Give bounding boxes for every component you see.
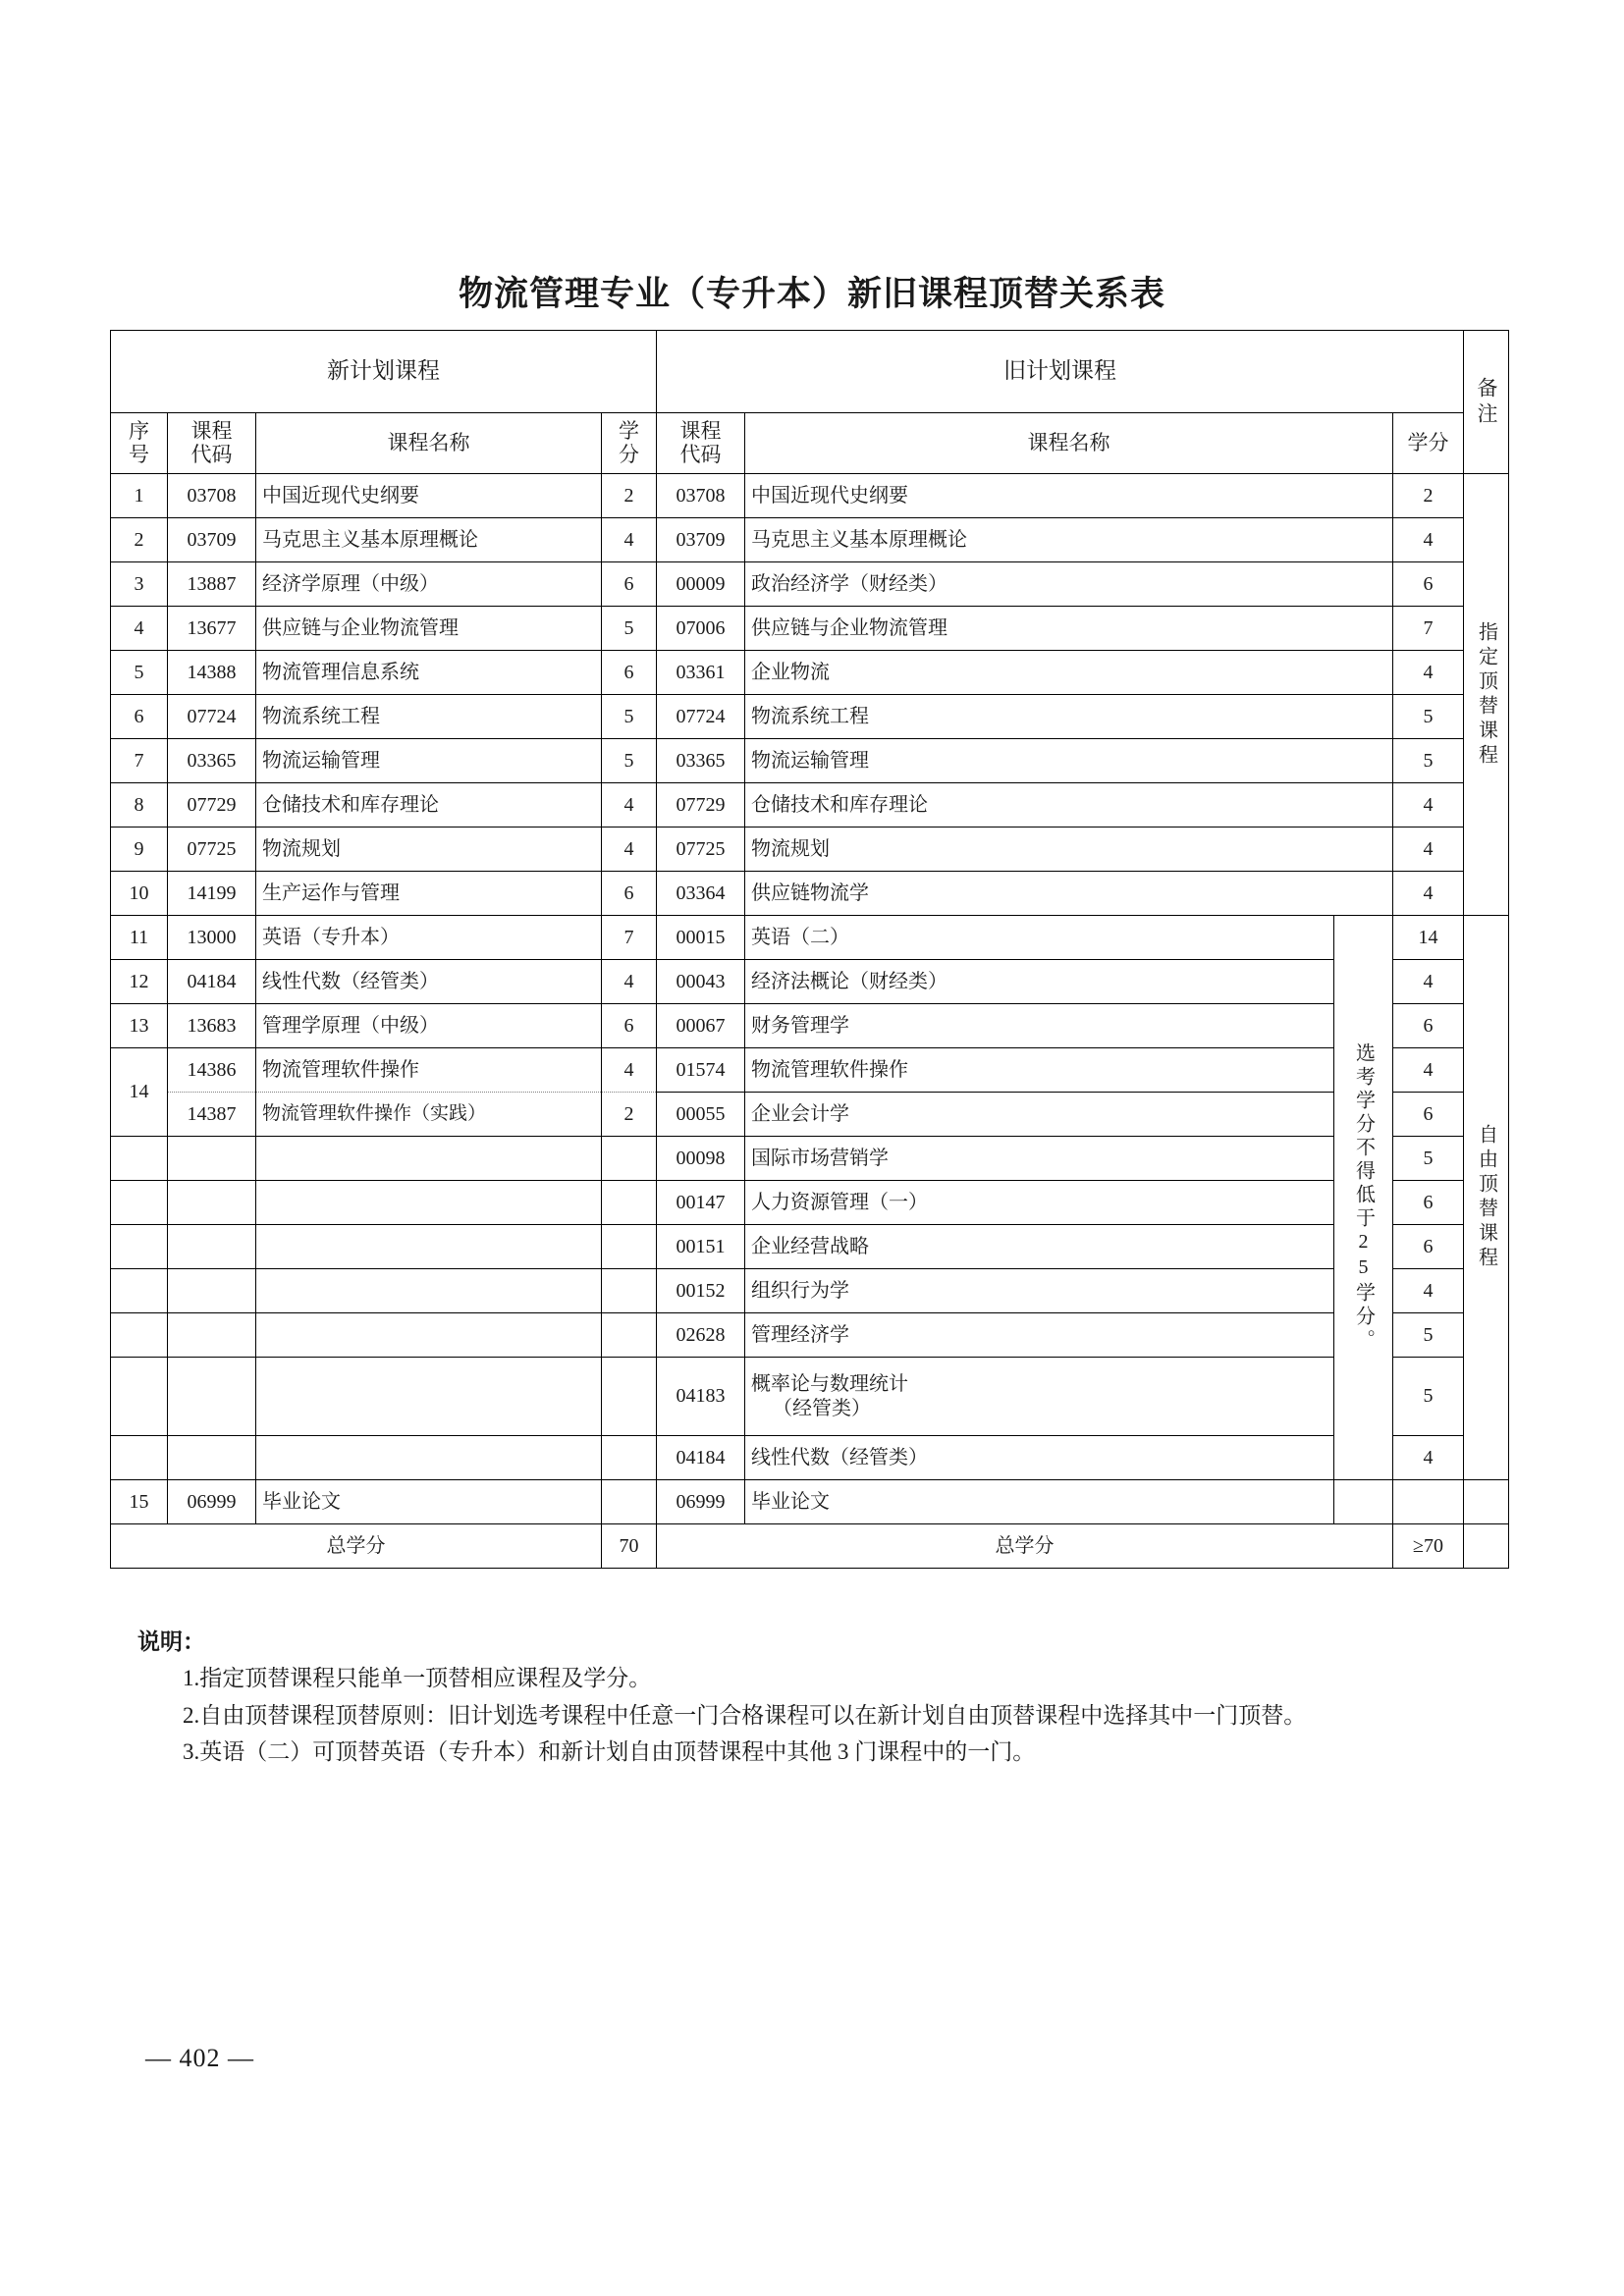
cell-old-name: 线性代数（经管类） [745,1436,1334,1480]
cell-old-code: 03365 [657,739,745,783]
cell-new-name: 物流管理信息系统 [256,651,602,695]
cell-new-code: 07724 [168,695,256,739]
note-item-3: 3.英语（二）可顶替英语（专升本）和新计划自由顶替课程中其他 3 门课程中的一门。 [183,1738,1036,1764]
cell-old-elective-blank [1334,1480,1393,1524]
cell-old-name: 概率论与数理统计 （经管类） [745,1358,1334,1436]
cell-seq [111,1269,168,1313]
cell-old-credit: 4 [1393,1269,1464,1313]
cell-old-name: 毕业论文 [745,1480,1334,1524]
page-title: 物流管理专业（专升本）新旧课程顶替关系表 [458,275,1165,313]
group-header-new-plan: 新计划课程 [111,331,657,413]
note-item-2: 2.自由顶替课程顶替原则：旧计划选考课程中任意一门合格课程可以在新计划自由顶替课程中选择其中一门顶替。 [183,1702,1307,1728]
cell-old-credit: 5 [1393,1137,1464,1181]
cell-seq: 4 [111,607,168,651]
cell-old-code: 01574 [657,1048,745,1093]
cell-old-credit: 6 [1393,1004,1464,1048]
cell-seq [111,1313,168,1358]
cell-new-credit [602,1436,657,1480]
cell-seq [111,1358,168,1436]
remark-free: 自由顶替课程 [1464,916,1509,1480]
cell-old-name: 人力资源管理（一） [745,1181,1334,1225]
cell-new-code: 13683 [168,1004,256,1048]
cell-old-name: 马克思主义基本原理概论 [745,518,1393,562]
table-row [111,872,1509,916]
cell-new-name [256,1181,602,1225]
cell-old-credit: 14 [1393,916,1464,960]
cell-old-credit: 4 [1393,651,1464,695]
table-row [111,960,1509,1004]
cell-new-code [168,1137,256,1181]
cell-new-credit [602,1358,657,1436]
elective-credit-note: 选考学分不得低于25学分。 [1334,916,1393,1480]
table-row [111,1004,1509,1048]
cell-new-name [256,1269,602,1313]
cell-new-credit: 5 [602,607,657,651]
cell-seq: 13 [111,1004,168,1048]
table-row [111,562,1509,607]
cell-seq: 8 [111,783,168,828]
cell-old-name: 企业物流 [745,651,1393,695]
table-row [111,1225,1509,1269]
cell-old-code: 03708 [657,474,745,518]
cell-new-code: 07725 [168,828,256,872]
cell-old-code: 07725 [657,828,745,872]
table-row [111,518,1509,562]
table-row [111,1048,1509,1093]
cell-old-credit: 4 [1393,518,1464,562]
table-row [111,1181,1509,1225]
cell-old-code: 07724 [657,695,745,739]
cell-seq [111,1436,168,1480]
cell-new-code: 03708 [168,474,256,518]
cell-new-credit [602,1137,657,1181]
cell-old-credit: 4 [1393,1436,1464,1480]
table-group-header-row [111,331,1509,413]
cell-new-name: 管理学原理（中级） [256,1004,602,1048]
cell-old-code: 00067 [657,1004,745,1048]
cell-old-code: 00098 [657,1137,745,1181]
cell-old-code: 03364 [657,872,745,916]
total-new-value: 70 [602,1524,657,1569]
cell-new-name [256,1358,602,1436]
cell-new-name: 供应链与企业物流管理 [256,607,602,651]
cell-new-credit [602,1181,657,1225]
cell-old-code: 00152 [657,1269,745,1313]
cell-new-code: 14386 [168,1048,256,1093]
col-header-seq: 序 号 [111,413,168,474]
cell-new-credit: 2 [602,474,657,518]
cell-old-credit: 6 [1393,1093,1464,1137]
cell-seq [111,1137,168,1181]
cell-old-code: 03361 [657,651,745,695]
cell-seq: 5 [111,651,168,695]
cell-old-name: 物流管理软件操作 [745,1048,1334,1093]
table-row [111,739,1509,783]
cell-old-credit: 6 [1393,1181,1464,1225]
notes-heading: 说明： [137,1629,205,1654]
table-column-header-row [111,413,1509,474]
table-row [111,916,1509,960]
total-old-label: 总学分 [657,1524,1393,1569]
total-old-value: ≥70 [1393,1524,1464,1569]
cell-new-code: 06999 [168,1480,256,1524]
cell-old-code: 07006 [657,607,745,651]
cell-new-code [168,1436,256,1480]
cell-old-credit: 4 [1393,828,1464,872]
cell-old-code: 00009 [657,562,745,607]
cell-old-code: 00015 [657,916,745,960]
cell-old-credit: 5 [1393,1313,1464,1358]
cell-old-code: 00055 [657,1093,745,1137]
cell-old-name: 组织行为学 [745,1269,1334,1313]
cell-new-name: 经济学原理（中级） [256,562,602,607]
cell-old-credit: 4 [1393,1048,1464,1093]
cell-old-code: 04183 [657,1358,745,1436]
table-total-row [111,1524,1509,1569]
table-row [111,1358,1509,1436]
cell-old-name: 物流规划 [745,828,1393,872]
cell-new-credit: 6 [602,872,657,916]
cell-old-name: 供应链物流学 [745,872,1393,916]
table-row [111,695,1509,739]
cell-old-credit: 5 [1393,1358,1464,1436]
cell-old-name: 英语（二） [745,916,1334,960]
cell-seq: 9 [111,828,168,872]
cell-new-name [256,1137,602,1181]
cell-new-credit: 4 [602,1048,657,1093]
cell-new-code: 14387 [168,1093,256,1137]
cell-old-code: 00151 [657,1225,745,1269]
col-header-new-code: 课程 代码 [168,413,256,474]
course-substitution-table [110,330,1509,1569]
cell-old-credit: 5 [1393,739,1464,783]
cell-new-credit: 4 [602,960,657,1004]
cell-seq [111,1181,168,1225]
table-row [111,1313,1509,1358]
cell-seq [111,1225,168,1269]
cell-old-code: 00043 [657,960,745,1004]
cell-new-code [168,1269,256,1313]
cell-new-code: 03709 [168,518,256,562]
cell-old-code: 06999 [657,1480,745,1524]
cell-new-code [168,1225,256,1269]
cell-old-name: 中国近现代史纲要 [745,474,1393,518]
cell-old-name: 政治经济学（财经类） [745,562,1393,607]
cell-old-credit: 2 [1393,474,1464,518]
col-header-old-code: 课程 代码 [657,413,745,474]
cell-new-code: 14199 [168,872,256,916]
table-row [111,474,1509,518]
cell-seq: 3 [111,562,168,607]
table-row [111,783,1509,828]
cell-new-credit [602,1480,657,1524]
cell-new-code: 13677 [168,607,256,651]
cell-new-code: 03365 [168,739,256,783]
remark-designated: 指定顶替课程 [1464,474,1509,916]
table-row [111,1436,1509,1480]
table-row [111,651,1509,695]
cell-new-name: 毕业论文 [256,1480,602,1524]
cell-new-name: 物流管理软件操作（实践） [256,1093,602,1137]
table-row [111,1269,1509,1313]
cell-old-credit: 4 [1393,872,1464,916]
total-remark-blank [1464,1524,1509,1569]
cell-old-credit: 4 [1393,960,1464,1004]
notes-section [137,1624,1512,1770]
cell-new-name: 马克思主义基本原理概论 [256,518,602,562]
cell-new-code [168,1313,256,1358]
cell-new-credit: 7 [602,916,657,960]
cell-new-name: 物流管理软件操作 [256,1048,602,1093]
cell-new-code: 07729 [168,783,256,828]
cell-new-name [256,1313,602,1358]
cell-old-code: 07729 [657,783,745,828]
cell-old-name: 企业经营战略 [745,1225,1334,1269]
cell-new-code [168,1358,256,1436]
table-row [111,1093,1509,1137]
cell-seq: 11 [111,916,168,960]
group-header-old-plan: 旧计划课程 [657,331,1464,413]
cell-old-credit: 6 [1393,1225,1464,1269]
cell-new-name: 中国近现代史纲要 [256,474,602,518]
cell-seq: 2 [111,518,168,562]
total-new-label: 总学分 [111,1524,602,1569]
cell-seq: 12 [111,960,168,1004]
cell-old-code: 00147 [657,1181,745,1225]
cell-old-name: 物流运输管理 [745,739,1393,783]
cell-new-code: 14388 [168,651,256,695]
cell-new-credit: 4 [602,828,657,872]
cell-new-credit [602,1269,657,1313]
cell-old-code: 03709 [657,518,745,562]
cell-new-credit: 5 [602,739,657,783]
cell-new-credit [602,1313,657,1358]
cell-old-code: 02628 [657,1313,745,1358]
col-header-old-name: 课程名称 [745,413,1393,474]
cell-new-credit: 5 [602,695,657,739]
cell-new-credit: 4 [602,518,657,562]
cell-new-credit: 6 [602,562,657,607]
cell-new-credit: 2 [602,1093,657,1137]
cell-old-name: 供应链与企业物流管理 [745,607,1393,651]
cell-old-name: 企业会计学 [745,1093,1334,1137]
cell-old-credit: 7 [1393,607,1464,651]
cell-new-code [168,1181,256,1225]
cell-new-code: 04184 [168,960,256,1004]
cell-old-name: 经济法概论（财经类） [745,960,1334,1004]
cell-new-credit: 6 [602,1004,657,1048]
cell-new-name [256,1225,602,1269]
cell-old-name: 国际市场营销学 [745,1137,1334,1181]
cell-new-name: 英语（专升本） [256,916,602,960]
cell-new-code: 13000 [168,916,256,960]
cell-new-code: 13887 [168,562,256,607]
cell-seq: 1 [111,474,168,518]
cell-seq: 15 [111,1480,168,1524]
col-header-old-credit: 学分 [1393,413,1464,474]
cell-old-name: 管理经济学 [745,1313,1334,1358]
cell-old-credit: 5 [1393,695,1464,739]
table-row [111,1480,1509,1524]
cell-old-name: 物流系统工程 [745,695,1393,739]
cell-old-credit: 4 [1393,783,1464,828]
cell-seq: 14 [111,1048,168,1137]
cell-new-credit: 6 [602,651,657,695]
col-header-new-name: 课程名称 [256,413,602,474]
cell-new-credit [602,1225,657,1269]
cell-new-name: 仓储技术和库存理论 [256,783,602,828]
note-item-1: 1.指定顶替课程只能单一顶替相应课程及学分。 [183,1666,652,1691]
cell-new-name: 物流运输管理 [256,739,602,783]
table-row [111,1137,1509,1181]
cell-remark-blank [1464,1480,1509,1524]
page-number: — 402 — [145,2044,254,2072]
cell-old-name: 财务管理学 [745,1004,1334,1048]
cell-new-credit: 4 [602,783,657,828]
group-header-remark: 备注 [1464,331,1509,474]
cell-new-name: 线性代数（经管类） [256,960,602,1004]
col-header-new-credit: 学 分 [602,413,657,474]
cell-old-credit: 6 [1393,562,1464,607]
cell-old-name: 仓储技术和库存理论 [745,783,1393,828]
cell-old-credit [1393,1480,1464,1524]
cell-new-name: 物流系统工程 [256,695,602,739]
table-row [111,607,1509,651]
cell-new-name [256,1436,602,1480]
cell-seq: 7 [111,739,168,783]
cell-new-name: 物流规划 [256,828,602,872]
cell-seq: 6 [111,695,168,739]
cell-new-name: 生产运作与管理 [256,872,602,916]
table-row [111,828,1509,872]
cell-seq: 10 [111,872,168,916]
cell-old-code: 04184 [657,1436,745,1480]
